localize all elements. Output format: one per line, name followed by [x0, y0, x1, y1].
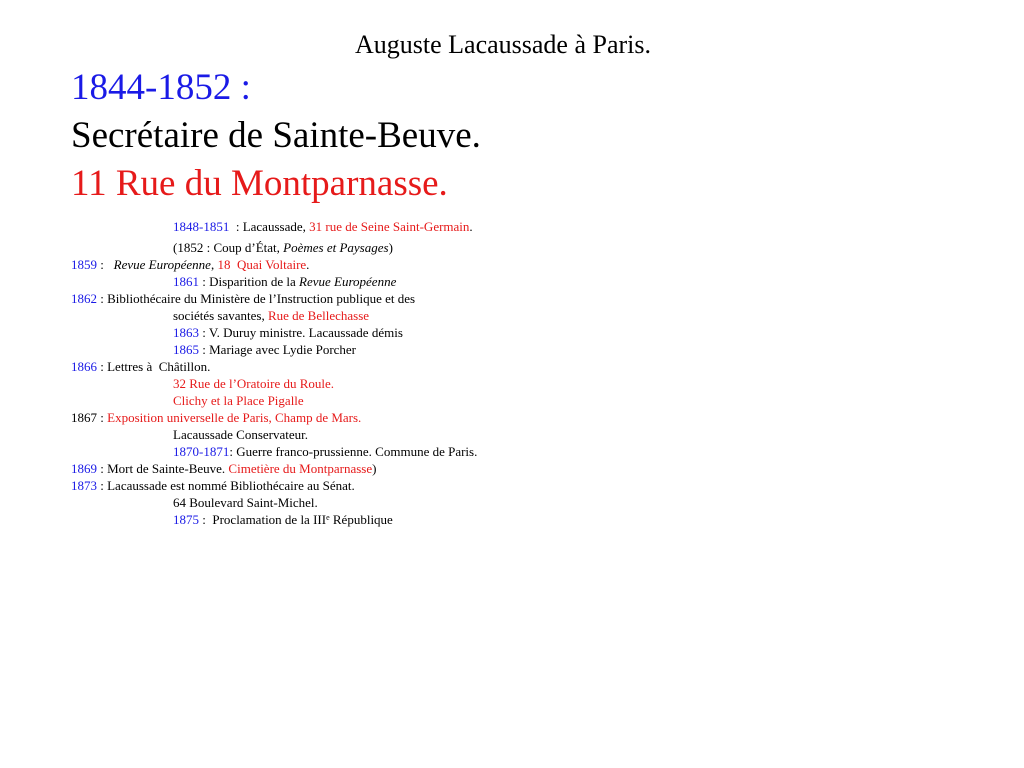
timeline-line [71, 477, 355, 494]
timeline-text: , [210, 257, 218, 272]
timeline-text: sociétés savantes, [173, 308, 268, 323]
timeline-line [71, 256, 309, 273]
timeline-year: 1869 [71, 461, 97, 476]
timeline-text: : Lacaussade est nommé Bibliothécaire au Sénat. [97, 478, 355, 493]
slide-title: Auguste Lacaussade à Paris. [354, 30, 652, 59]
timeline-line [173, 341, 356, 358]
timeline-year: 1870-1871 [173, 444, 230, 459]
timeline-line [173, 218, 473, 235]
timeline-review: Revue Européenne [299, 274, 397, 289]
headline-role: Secrétaire de Sainte-Beuve. [71, 115, 481, 156]
timeline-text: (1852 : Coup d’État, [173, 240, 284, 255]
timeline-place: Rue de Bellechasse [267, 308, 370, 323]
timeline-line [173, 273, 396, 290]
timeline-year: 1859 [71, 257, 97, 272]
timeline-year: 1848-1851 [173, 219, 230, 234]
timeline-text: ) [372, 461, 377, 476]
timeline-text: 64 Boulevard Saint-Michel. [173, 495, 318, 510]
timeline-text: : Disparition de la [199, 274, 300, 289]
timeline-place: Exposition universelle de Paris, Champ de Mars. [107, 410, 362, 425]
timeline-text: : [97, 257, 114, 272]
timeline-text: : Mariage avec Lydie Porcher [199, 342, 357, 357]
timeline-place: 18 Quai Voltaire [217, 257, 307, 272]
timeline-text: République [329, 512, 393, 527]
timeline-year: 1873 [71, 478, 97, 493]
timeline-text: . [306, 257, 310, 272]
timeline-line [173, 324, 403, 341]
timeline-year: 1865 [173, 342, 199, 357]
timeline-line [173, 392, 304, 409]
timeline-line [71, 358, 210, 375]
timeline-year: 1867 : [71, 410, 108, 425]
timeline-place: 32 Rue de l’Oratoire du Roule. [173, 376, 335, 391]
timeline-line [173, 239, 393, 256]
timeline-year: 1866 [71, 359, 97, 374]
timeline-text: : Bibliothécaire du Ministère de l’Instruction publique et des [97, 291, 416, 306]
timeline-year: 1861 [173, 274, 199, 289]
headline-years: 1844-1852 : [71, 67, 251, 108]
timeline-superscript: e [326, 513, 330, 522]
timeline-year: 1862 [71, 291, 97, 306]
timeline-year: 1875 [173, 512, 199, 527]
timeline-line [71, 409, 361, 426]
timeline-line [173, 375, 334, 392]
headline-address: 11 Rue du Montparnasse. [71, 163, 448, 204]
timeline-work: Poèmes et Paysages [283, 240, 389, 255]
timeline-text: ) [388, 240, 393, 255]
timeline-place: 31 rue de Seine Saint-Germain [309, 219, 470, 234]
timeline-line [173, 443, 477, 460]
timeline-text: : Lacaussade, [229, 219, 310, 234]
timeline-text: : Guerre franco-prussienne. Commune de Paris. [229, 444, 478, 459]
timeline-line [173, 494, 318, 511]
timeline-text: . [469, 219, 473, 234]
timeline-text: : Proclamation de la III [199, 512, 327, 527]
timeline-place: Clichy et la Place Pigalle [173, 393, 304, 408]
timeline-line [71, 290, 415, 307]
timeline-text: : Lettres à Châtillon. [97, 359, 211, 374]
timeline-year: 1863 [173, 325, 199, 340]
timeline-line [173, 426, 308, 443]
timeline-text: Lacaussade Conservateur. [173, 427, 309, 442]
timeline-place: Cimetière du Montparnasse [228, 461, 373, 476]
timeline-line [173, 511, 393, 528]
timeline-line [173, 307, 369, 324]
timeline-text: : Mort de Sainte-Beuve. [97, 461, 229, 476]
timeline-text: : V. Duruy ministre. Lacaussade démis [199, 325, 403, 340]
timeline-line [71, 460, 376, 477]
timeline-review: Revue Européenne [113, 257, 211, 272]
